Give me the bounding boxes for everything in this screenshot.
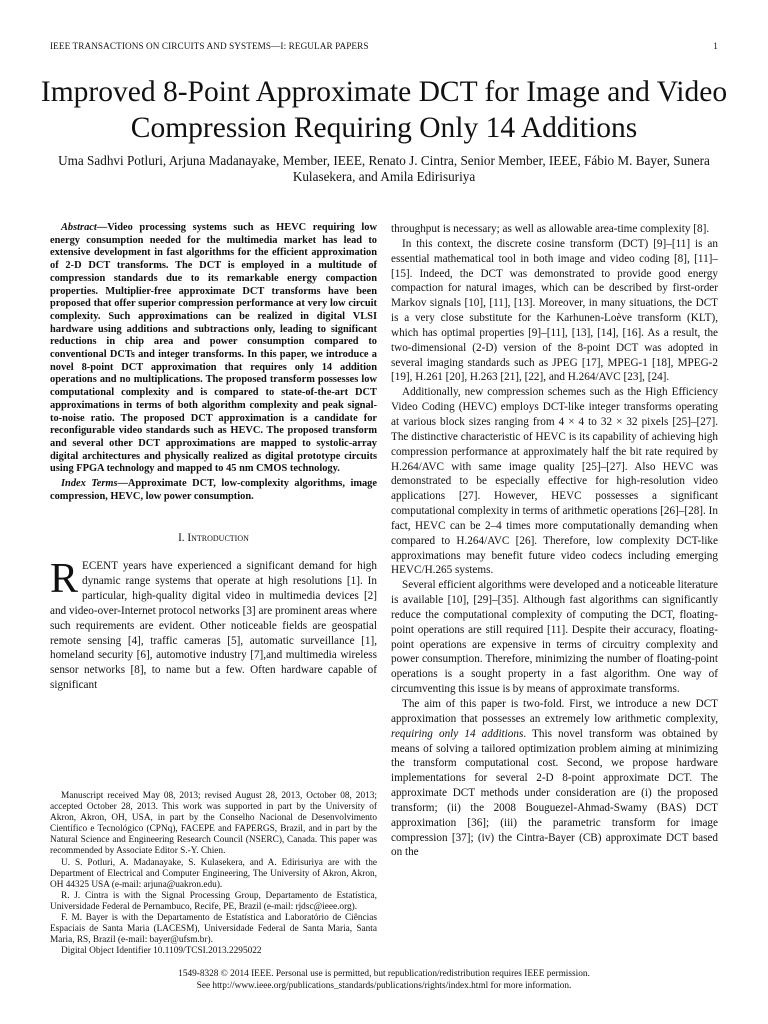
section-heading-introduction: I. Introduction [178, 532, 249, 545]
intro-text: ECENT years have experienced a significant demand for high dynamic range systems that operate at high resolutions [1]. In particular, high-quality digital video in multimedia devices [2] and video-over-Internet protocol networks [3] are prominent areas where such requirements are evident. Other noticeable fields are geospatial remote sensing [4], traffic cameras [5], automatic surveillance [1], homeland security [6], automotive industry [7],and multimedia wireless sensor networks [8], to name but a few. Often hardware capable of significant [50, 560, 377, 692]
footnote-bayer: F. M. Bayer is with the Departamento de Estatística and Laboratório de Ciências Espaciais de Santa Maria (LACESM), Universidade Federal de Santa Maria, Santa Maria, RS, Brazil (e-mail: bayer@ufsm.br). [50, 913, 377, 946]
index-terms-label: Index Terms [61, 478, 118, 490]
abstract-text: Video processing systems such as HEVC requiring low energy consumption needed for the multimedia market has lead to extensive development in fast algorithms for the efficient approximation of 2-D DCT transforms. The DCT is employed in a multitude of compression standards due to its remarkable energy compaction properties. Multiplier-free approximate DCT transforms have been proposed that offer superior compression performance at very low circuit complexity. Such approximations can be realized in digital VLSI hardware using additions and subtractions only, leading to significant reductions in chip area and power consumption compared to conventional DCTs and integer transforms. In this paper, we introduce a novel 8-point DCT approximation that requires only 14 addition operations and no multiplications. The proposed transform possesses low computational complexity and is compared to state-of-the-art DCT approximations in terms of both algorithm complexity and peak signal-to-noise ratio. The proposed DCT approximation is a candidate for reconfigurable video standards such as HEVC. The proposed transform and several other DCT approximations are mapped to systolic-array digital architectures and physically realized as digital prototype circuits using FPGA technology and mapped to 45 nm CMOS technology. [50, 222, 377, 475]
footnote-akron: U. S. Potluri, A. Madanayake, S. Kulasekera, and A. Edirisuriya are with the Department of Electrical and Computer Engineering, The University of Akron, Akron, OH 44325 USA (e-mail: arjuna@uakron.edu). [50, 857, 377, 890]
aim-text-a: The aim of this paper is two-fold. First, we introduce a new DCT approximation that possesses an extremely low arithmetic complexity, [391, 698, 718, 725]
paragraph-dct: In this context, the discrete cosine transform (DCT) [9]–[11] is an essential mathematical tool in both image and video coding [8], [11]–[15]. Indeed, the DCT was demonstrated to provide good energy compaction for natural images, which can be described by first-order Markov signals [10], [11], [13]. Moreover, in many situations, the DCT is a very close substitute for the Karhunen-Loève transform (KLT), which has optimal properties [9]–[11], [13], [14], [16]. As a result, the two-dimensional (2-D) version of the 8-point DCT was adopted in several imaging standards such as JPEG [17], MPEG-1 [18], MPEG-2 [19], H.261 [20], H.263 [21], [22], and H.264/AVC [23], [24]. [391, 237, 718, 384]
aim-text-b: . This novel transform was obtained by means of solving a tailored optimization problem aiming at minimizing the transform computational cost. Second, we propose hardware implementations for several 2-D 8-point approximate DCT. The approximate DCT methods under consideration are (i) the proposed transform; (ii) the 2008 Bouguezel-Ahmad-Swamy (BAS) DCT approximation [36]; (iii) the parametric transform for image compression [37]; (iv) the Cintra-Bayer (CB) approximate DCT based on the [391, 727, 718, 859]
footnote-manuscript: Manuscript received May 08, 2013; revised August 28, 2013, October 08, 2013; accepted October 28, 2013. This work was supported in part by the University of Akron, Akron, OH, USA, in part by the Conselho Nacional de Desenvolvimento Científico e Tecnológico (CPNq), FACEPE and FAPERGS, Brazil, and in part by the Natural Science and Engineering Research Council (NSERC), Canada. This paper was recommended by Associate Editor S.-Y. Chien. [50, 791, 377, 857]
index-terms: Index Terms—Approximate DCT, low-complexity algorithms, image compression, HEVC, low power consumption. [50, 478, 377, 502]
paragraph-continued: throughput is necessary; as well as allowable area-time complexity [8]. [391, 223, 710, 235]
footnote-doi: Digital Object Identifier 10.1109/TCSI.2013.2295022 [61, 946, 262, 957]
abstract: Abstract—Video processing systems such as HEVC requiring low energy consumption needed for the multimedia market has lead to extensive development in fast algorithms for the efficient approximation of 2-D DCT transforms. The DCT is employed in a multitude of compression standards due to its remarkable energy compaction properties. Multiplier-free approximate DCT transforms have been proposed that offer superior compression performance at very low circuit complexity. Such approximations can be realized in digital VLSI hardware using additions and subtractions only, leading to significant reductions in chip area and power consumption compared to conventional DCTs and integer transforms. In this paper, we introduce a novel 8-point DCT approximation that requires only 14 addition operations and no multiplications. The proposed transform possesses low computational complexity and is compared to state-of-the-art DCT approximations in terms of both algorithm complexity and peak signal-to-noise ratio. The proposed DCT approximation is a candidate for reconfigurable video standards such as HEVC. The proposed transform and several other DCT approximations are mapped to systolic-array digital architectures and physically realized as digital prototype circuits using FPGA technology and mapped to 45 nm CMOS technology. [50, 222, 377, 475]
page-number: 1 [713, 41, 718, 51]
abstract-label: Abstract [61, 222, 97, 233]
author-list: Uma Sadhvi Potluri, Arjuna Madanayake, Member, IEEE, Renato J. Cintra, Senior Member, IEEE, Fábio M. Bayer, Sunera Kulasekera, and Amila Edirisuriya [58, 153, 710, 184]
copyright-line: 1549-8328 © 2014 IEEE. Personal use is permitted, but republication/redistribution requires IEEE permission. [178, 969, 590, 979]
journal-name: IEEE TRANSACTIONS ON CIRCUITS AND SYSTEMS—I: REGULAR PAPERS [50, 41, 369, 51]
left-column [50, 222, 377, 693]
right-column [391, 222, 718, 860]
footnotes [50, 791, 377, 957]
paragraph-fast-algorithms: Several efficient algorithms were developed and a noticeable literature is available [10], [29]–[35]. Although fast algorithms can significantly reduce the computational complexity of computing the DCT, floating-point operations are still required [11]. Despite their accuracy, floating-point operations are expensive in terms of circuitry complexity and power consumption. Therefore, minimizing the number of floating-point operations is a sought property in a fast algorithm. One way of circumventing this issue is by means of approximate transforms. [391, 579, 719, 696]
drop-cap: R [50, 556, 79, 603]
copyright-notice [40, 968, 728, 993]
intro-paragraph [50, 556, 377, 693]
running-header [50, 41, 718, 55]
rights-url-line: See http://www.ieee.org/publications_standards/publications/rights/index.html for more information. [196, 981, 572, 992]
index-terms-text: Approximate DCT, low-complexity algorithms, image compression, HEVC, low power consumption. [50, 478, 377, 502]
footnote-cintra: R. J. Cintra is with the Signal Processing Group, Departamento de Estatística, Universidade Federal de Pernambuco, Recife, PE, Brazil (e-mail: rjdsc@ieee.org). [50, 890, 377, 912]
aim-emphasis: requiring only 14 additions [391, 727, 524, 740]
paper-title: Improved 8-Point Approximate DCT for Image and Video Compression Requiring Only 14 Additions [40, 76, 728, 144]
paragraph-aim [391, 697, 718, 860]
paragraph-hevc: Additionally, new compression schemes such as the High Efficiency Video Coding (HEVC) employs DCT-like integer transforms operating at various block sizes ranging from 4 × 4 to 32 × 32 pixels [25]–[27]. The distinctive characteristic of HEVC is its capability of achieving high compression performance at approximately half the bit rate required by H.264/AVC with same image quality [25]–[27]. Also HEVC was demonstrated to be especially effective for high-resolution video applications [27]. However, HEVC possesses a significant computational complexity in terms of arithmetic operations [26]–[28]. In fact, HEVC can be 2–4 times more computationally demanding when compared to H.264/AVC [26]. Therefore, low complexity DCT-like approximations may benefit future video codecs including emerging HEVC/H.265 systems. [391, 386, 718, 577]
